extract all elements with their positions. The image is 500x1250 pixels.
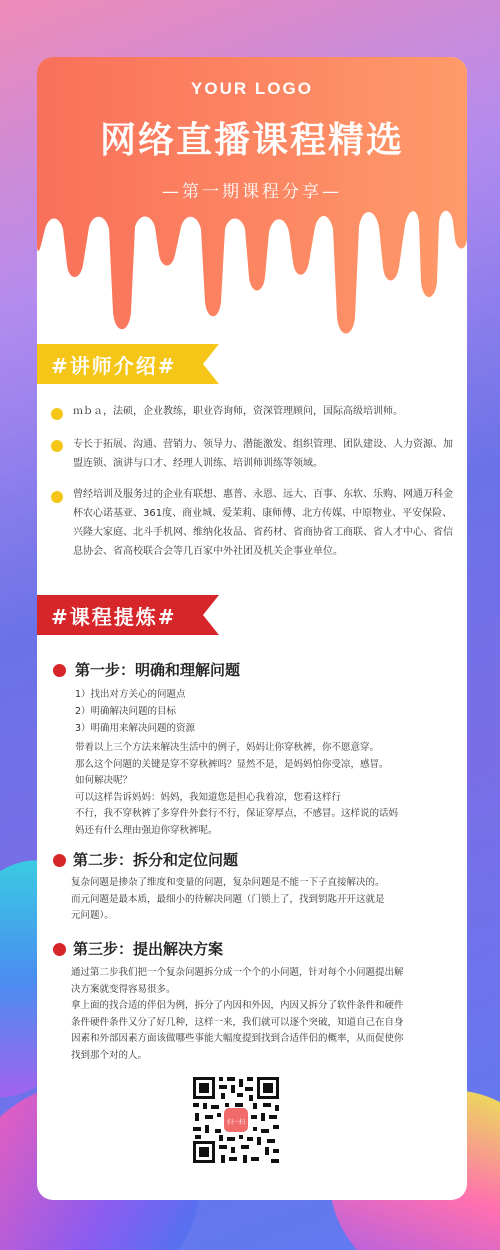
bullet-dot	[51, 491, 63, 503]
page-subtitle: —第一期课程分享—	[162, 182, 342, 202]
bullet-dot	[51, 440, 63, 452]
step1-point-3: 3）明确用来解决问题的资源	[75, 723, 196, 734]
page-title: 网络直播课程精选	[99, 120, 404, 161]
content-card	[37, 57, 467, 1200]
step2-title: 第二步：拆分和定位问题	[73, 851, 239, 869]
step1-point-1: 1）找出对方关心的问题点	[75, 689, 186, 700]
section-tag-label: #讲师介绍#	[51, 354, 177, 378]
qr-code	[191, 1075, 281, 1165]
instructor-item-2: 专长于拓展、沟通、营销力、领导力、潜能激发、组织管理、团队建设、人力资源、加盟连锁、演讲与口才、经理人训练、培训师训练等领域。	[73, 439, 453, 469]
bullet-dot	[51, 408, 63, 420]
hero-banner	[37, 57, 467, 357]
logo: YOUR LOGO	[191, 79, 313, 98]
step-dot	[53, 664, 66, 677]
dripping-paint-graphic	[37, 57, 467, 357]
step1-point-2: 2）明确解决问题的目标	[75, 706, 177, 717]
step-dot	[53, 943, 66, 956]
section-tag-label: #课程提炼#	[51, 605, 177, 629]
instructor-item-3: 曾经培训及服务过的企业有联想、惠普、永恩、远大、百事、东软、乐购、网通万科金杯农心诺基亚、361度、商业城、爱茉莉、康师傅、北方传媒、中原物业、平安保险、兴隆大家庭、北斗手机网、维纳化妆品、省药材、省商协省工商联、省人才中心、省信息协会、省高校联合会等几百家中外社团及机关企事业单位。	[73, 489, 453, 557]
step1-body: 带着以上三个方法来解决生活中的例子，妈妈让你穿秋裤，你不愿意穿。 那么这个问题的关键是穿不穿秋裤吗？显然不是，是妈妈怕你受凉，感冒。 如何解决呢？ 可以这样告诉妈妈：妈妈，我知道您是担心我着凉，您看这样行 不行，我不穿秋裤了多穿件外套行不行，保证穿厚点，不感冒。这样说的话妈 妈还有什么理由强迫你穿秋裤呢。	[75, 742, 399, 836]
step3-title: 第三步：提出解决方案	[73, 940, 224, 958]
qr-center-label: 扫一扫	[226, 1119, 246, 1126]
step1-title: 第一步：明确和理解问题	[75, 661, 241, 679]
step2-body: 复杂问题是掺杂了维度和变量的问题，复杂问题是不能一下子直接解决的。 而元问题是最本质，最细小的待解决问题（门锁上了，找到钥匙开开这就是 元问题）。	[71, 877, 385, 921]
step3-body: 通过第二步我们把一个复杂问题拆分成一个个的小问题，针对每个小问题提出解 决方案就变得容易很多。 拿上面的找合适的伴侣为例，拆分了内因和外因，内因又拆分了软件条件和硬件 条件硬件条件又分了好几种，这样一来，我们就可以逐个突破，知道自己在自身 因素和外部因素方面该做哪些事能大幅度提到找到合适伴侣的概率，从而促使你 找到那个对的人。	[71, 967, 404, 1061]
step-dot	[53, 854, 66, 867]
instructor-item-1: ｍｂａ，法硕，企业教练，职业咨询师，资深管理顾问，国际高级培训师。	[73, 406, 403, 417]
